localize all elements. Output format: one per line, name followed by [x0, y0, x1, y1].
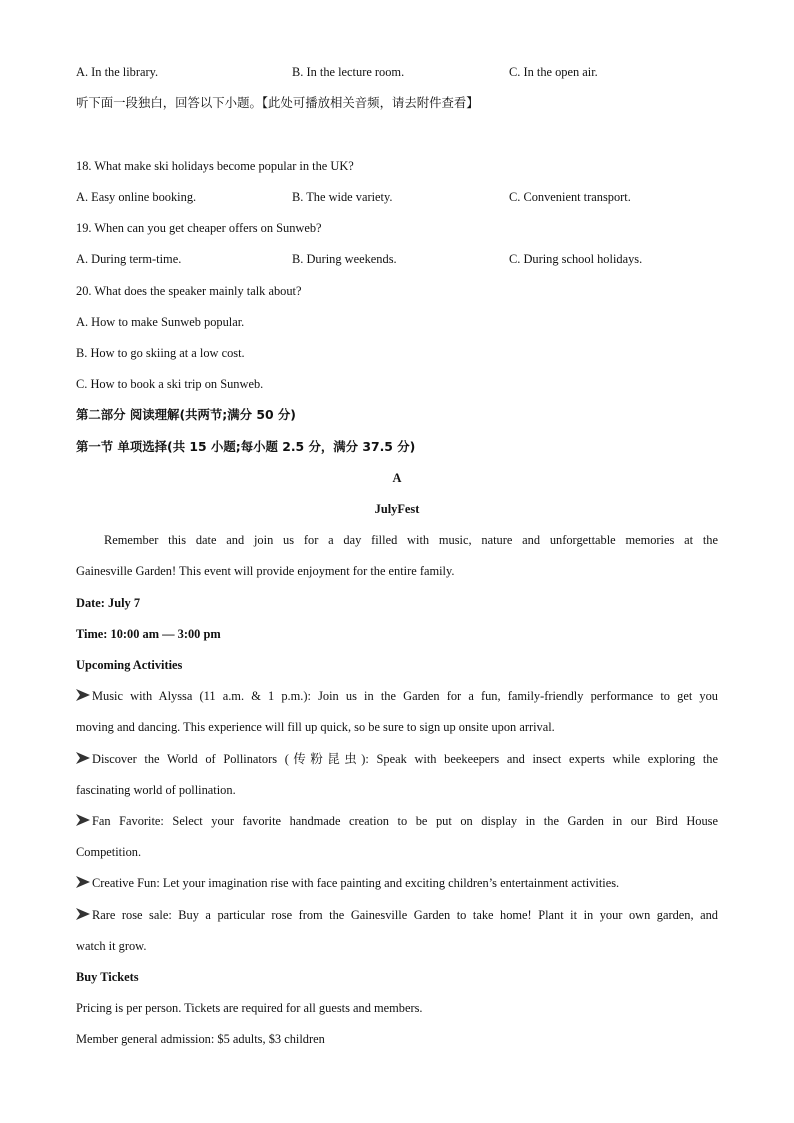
activity-rose-sale-line-2: watch it grow. — [76, 939, 147, 953]
arrow-bullet-icon — [76, 876, 90, 888]
buy-tickets-heading: Buy Tickets — [76, 970, 139, 984]
q19-option-a: A. During term-time. — [76, 252, 182, 266]
intro-paragraph-line-1: Remember this date and join us for a day filled with music, nature and unforgettable memories at the — [104, 533, 718, 547]
activity-creative-fun — [76, 874, 718, 892]
part-two-heading: 第二部分 阅读理解(共两节;满分 50 分) — [76, 407, 296, 422]
activity-fan-favorite-text: Fan Favorite: Select your favorite handmade creation to be put on display in the Garden in our Bird House — [92, 814, 718, 828]
q18-option-c: C. Convenient transport. — [509, 190, 631, 204]
activity-pollinators — [76, 750, 718, 768]
arrow-bullet-icon — [76, 689, 90, 701]
q18-options — [76, 188, 718, 206]
activity-rose-sale-text: Rare rose sale: Buy a particular rose from the Gainesville Garden to take home! Plant it in your own garden, and — [92, 908, 718, 922]
monologue-instruction: 听下面一段独白，回答以下小题。【此处可播放相关音频，请去附件查看】 — [76, 95, 479, 110]
arrow-bullet-icon — [76, 908, 90, 920]
activity-rose-sale — [76, 906, 718, 924]
q20-option-c: C. How to book a ski trip on Sunweb. — [76, 377, 264, 391]
event-date: Date: July 7 — [76, 596, 141, 610]
q19-options — [76, 250, 718, 268]
activity-fan-favorite — [76, 812, 718, 830]
q18-option-a: A. Easy online booking. — [76, 190, 197, 204]
activity-music — [76, 687, 718, 705]
q17-option-a: A. In the library. — [76, 65, 159, 79]
q20-option-b: B. How to go skiing at a low cost. — [76, 346, 245, 360]
activity-pollinators-text: Discover the World of Pollinators (传粉昆虫): Speak with beekeepers and insect experts while exploring the — [92, 752, 718, 766]
activity-pollinators-line-2: fascinating world of pollination. — [76, 783, 236, 797]
q19-option-b: B. During weekends. — [292, 252, 397, 266]
arrow-bullet-icon — [76, 752, 90, 764]
activity-music-text: Music with Alyssa (11 a.m. & 1 p.m.): Join us in the Garden for a fun, family-friendly performance to get you — [92, 689, 718, 703]
event-time: Time: 10:00 am — 3:00 pm — [76, 627, 221, 641]
passage-title: JulyFest — [374, 502, 420, 516]
activity-creative-fun-text: Creative Fun: Let your imagination rise with face painting and exciting children’s entertainment activities. — [92, 876, 620, 890]
intro-paragraph-line-2: Gainesville Garden! This event will provide enjoyment for the entire family. — [76, 564, 455, 578]
activity-fan-favorite-line-2: Competition. — [76, 845, 142, 859]
q19-option-c: C. During school holidays. — [509, 252, 643, 266]
question-18: 18. What make ski holidays become popular in the UK? — [76, 159, 354, 173]
pricing-text: Pricing is per person. Tickets are required for all guests and members. — [76, 1001, 423, 1015]
passage-letter: A — [392, 471, 402, 485]
question-20: 20. What does the speaker mainly talk about? — [76, 284, 302, 298]
upcoming-activities-heading: Upcoming Activities — [76, 658, 183, 672]
activity-music-line-2: moving and dancing. This experience will fill up quick, so be sure to sign up onsite upon arrival. — [76, 720, 555, 734]
arrow-bullet-icon — [76, 814, 90, 826]
q18-option-b: B. The wide variety. — [292, 190, 393, 204]
q20-option-a: A. How to make Sunweb popular. — [76, 315, 245, 329]
question-19: 19. When can you get cheaper offers on Sunweb? — [76, 221, 322, 235]
member-admission-text: Member general admission: $5 adults, $3 children — [76, 1032, 325, 1046]
q17-option-b: B. In the lecture room. — [292, 65, 405, 79]
q17-option-c: C. In the open air. — [509, 65, 598, 79]
section-one-heading: 第一节 单项选择(共 15 小题;每小题 2.5 分，满分 37.5 分) — [76, 439, 416, 454]
q17-options — [76, 63, 718, 81]
